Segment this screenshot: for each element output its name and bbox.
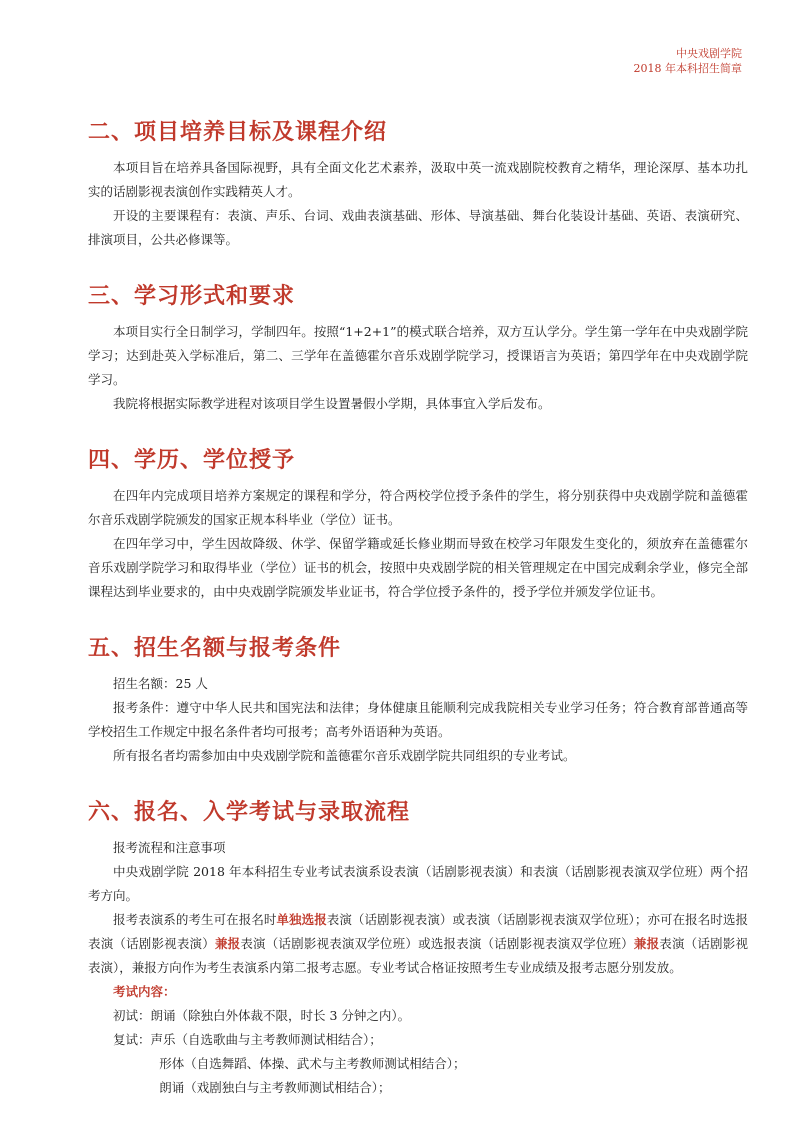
section-3-para-1: 本项目实行全日制学习，学制四年。按照“1+2+1”的模式联合培养，双方互认学分。学生第一学年在中央戏剧学院学习；达到赴英入学标准后，第二、三学年在盖德霍尔音乐戏剧学院学习，授课语言为英语；第四学年在中央戏剧学院学习。 (88, 324, 748, 387)
section-4-para-1: 在四年内完成项目培养方案规定的课程和学分，符合两校学位授予条件的学生，将分别获得中央戏剧学院和盖德霍尔音乐戏剧学院颁发的国家正规本科毕业（学位）证书。 (88, 488, 748, 527)
document-body (88, 118, 748, 1130)
section-5-note: 所有报名者均需参加由中央戏剧学院和盖德霍尔音乐戏剧学院共同组织的专业考试。 (113, 748, 576, 763)
header-brochure-title: 2018 年本科招生简章 (633, 62, 742, 75)
section-3-para-2: 我院将根据实际教学进程对该项目学生设置暑假小学期，具体事宜入学后发布。 (113, 396, 551, 411)
para-2-part-g: 表演（话剧影视表演），兼报方向作为考生表演系内第二报考志愿。专业考试合格证按照考生专业成绩及报考志愿分别发放。 (88, 936, 748, 975)
para-2-part-a: 报考表演系的考生可在报名时 (113, 912, 277, 927)
para-2-part-c: 表演（话剧影视表演）或表演（话剧影视表演双学位班）；亦可在报名时选报表演（话剧影视表演） (88, 912, 748, 951)
exam-initial: 初试：朗诵（除独白外体裁不限，时长 3 分钟之内）。 (113, 1008, 411, 1023)
highlight-single-apply: 单独选报 (276, 912, 327, 927)
exam-content-label: 考试内容： (113, 984, 176, 999)
section-2-para-1: 本项目旨在培养具备国际视野，具有全面文化艺术素养，汲取中英一流戏剧院校教育之精华，理论深厚、基本功扎实的话剧影视表演创作实践精英人才。 (88, 160, 748, 199)
exam-retest-movement: 形体（自选舞蹈、体操、武术与主考教师测试相结合）； (159, 1056, 466, 1071)
section-5-conditions: 报考条件：遵守中华人民共和国宪法和法律；身体健康且能顺利完成我院相关专业学习任务；符合教育部普通高等学校招生工作规定中报名条件者均可报考；高考外语语种为英语。 (88, 700, 748, 739)
section-4-para-2: 在四年学习中，学生因故降级、休学、保留学籍或延长修业期而导致在校学习年限发生变化的，须放弃在盖德霍尔音乐戏剧学院学习和取得毕业（学位）证书的机会，按照中央戏剧学院的相关管理规定在中国完成剩余学业，修完全部课程达到毕业要求的，由中央戏剧学院颁发毕业证书，符合学位授予条件的，授予学位并颁发学位证书。 (88, 536, 748, 599)
section-6 (88, 798, 748, 1100)
section-3 (88, 282, 748, 416)
section-4 (88, 446, 748, 604)
section-5-title: 五、招生名额与报考条件 (88, 635, 342, 661)
section-5 (88, 634, 748, 768)
exam-retest-recitation: 朗诵（戏剧独白与主考教师测试相结合）； (159, 1080, 391, 1095)
section-2-title: 二、项目培养目标及课程介绍 (88, 119, 388, 145)
header-school-name: 中央戏剧学院 (676, 47, 742, 60)
section-6-para-1: 中央戏剧学院 2018 年本科招生专业考试表演系设表演（话剧影视表演）和表演（话剧影视表演双学位班）两个招考方向。 (88, 864, 748, 903)
para-2-part-e: 表演（话剧影视表演双学位班）或选报表演（话剧影视表演双学位班） (240, 936, 634, 951)
section-6-title: 六、报名、入学考试与录取流程 (88, 799, 411, 825)
section-4-title: 四、学历、学位授予 (88, 447, 296, 473)
section-2 (88, 118, 748, 252)
section-6-subhead: 报考流程和注意事项 (113, 840, 226, 855)
section-6-para-2 (88, 908, 748, 980)
page-header (634, 46, 743, 76)
exam-retest-vocal: 复试：声乐（自选歌曲与主考教师测试相结合）； (113, 1032, 382, 1047)
highlight-dual-apply-2: 兼报 (633, 936, 660, 951)
section-3-title: 三、学习形式和要求 (88, 283, 296, 309)
section-5-quota: 招生名额：25 人 (113, 676, 208, 691)
highlight-dual-apply-1: 兼报 (214, 936, 241, 951)
section-2-para-2: 开设的主要课程有：表演、声乐、台词、戏曲表演基础、形体、导演基础、舞台化装设计基础、英语、表演研究、排演项目，公共必修课等。 (88, 208, 748, 247)
